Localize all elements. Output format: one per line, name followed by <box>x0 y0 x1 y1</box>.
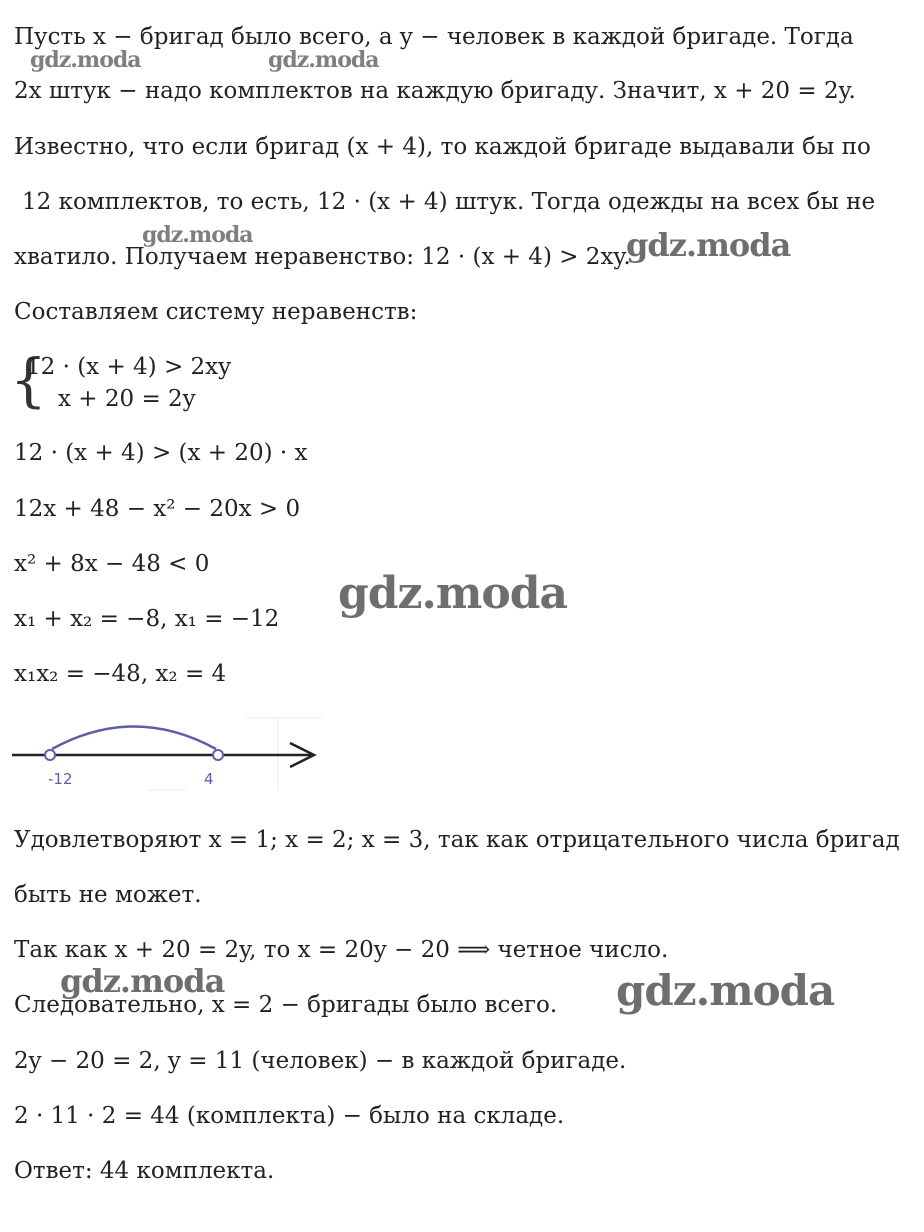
text-line-2: 2x штук − надо комплектов на каждую бригаду. Значит, x + 20 = 2y. <box>14 78 856 104</box>
text-line-5: хватило. Получаем неравенство: 12 · (x + 4) > 2xy. <box>14 244 631 270</box>
text-line-7: 12 · (x + 4) > (x + 20) · x <box>14 440 308 466</box>
text-line-10: x₁ + x₂ = −8, x₁ = −12 <box>14 606 280 632</box>
text-line-6: Составляем систему неравенств: <box>14 299 418 325</box>
system-brace: { <box>10 346 47 414</box>
text-line-9: x² + 8x − 48 < 0 <box>14 551 210 577</box>
text-line-4: 12 комплектов, то есть, 12 · (x + 4) штук. Тогда одежды на всех бы не <box>22 189 876 215</box>
watermark: gdz.moda <box>60 962 225 1000</box>
text-line-1: Пусть x − бригад было всего, а y − человек в каждой бригаде. Тогда <box>14 24 854 50</box>
open-point-left <box>45 750 55 760</box>
text-line-3: Известно, что если бригад (x + 4), то каждой бригаде выдавали бы по <box>14 134 871 160</box>
watermark: gdz.moda <box>338 568 568 619</box>
text-line-8: 12x + 48 − x² − 20x > 0 <box>14 496 301 522</box>
number-line-diagram <box>0 712 330 802</box>
watermark: gdz.moda <box>142 222 253 248</box>
open-point-right <box>213 750 223 760</box>
text-line-15: Следовательно, x = 2 − бригады было всего. <box>14 992 558 1018</box>
text-line-17: 2 · 11 · 2 = 44 (комплекта) − было на складе. <box>14 1103 565 1129</box>
text-line-12: Удовлетворяют x = 1; x = 2; x = 3, так как отрицательного числа бригад <box>14 827 900 853</box>
text-line-14: Так как x + 20 = 2y, то x = 20y − 20 ⟹ четное число. <box>14 937 669 963</box>
watermark: gdz.moda <box>626 226 791 264</box>
number-line-label-right: 4 <box>204 770 214 788</box>
text-line-13: быть не может. <box>14 882 202 908</box>
system-line-2: x + 20 = 2y <box>58 386 196 412</box>
text-line-18: Ответ: 44 комплекта. <box>14 1158 275 1184</box>
watermark: gdz.moda <box>616 966 835 1015</box>
text-line-11: x₁x₂ = −48, x₂ = 4 <box>14 661 227 687</box>
watermark: gdz.moda <box>268 47 379 73</box>
number-line-label-left: -12 <box>48 770 73 788</box>
interval-arc <box>52 727 216 750</box>
watermark: gdz.moda <box>30 47 141 73</box>
system-line-1: 12 · (x + 4) > 2xy <box>26 354 232 380</box>
text-line-16: 2y − 20 = 2, y = 11 (человек) − в каждой бригаде. <box>14 1048 627 1074</box>
